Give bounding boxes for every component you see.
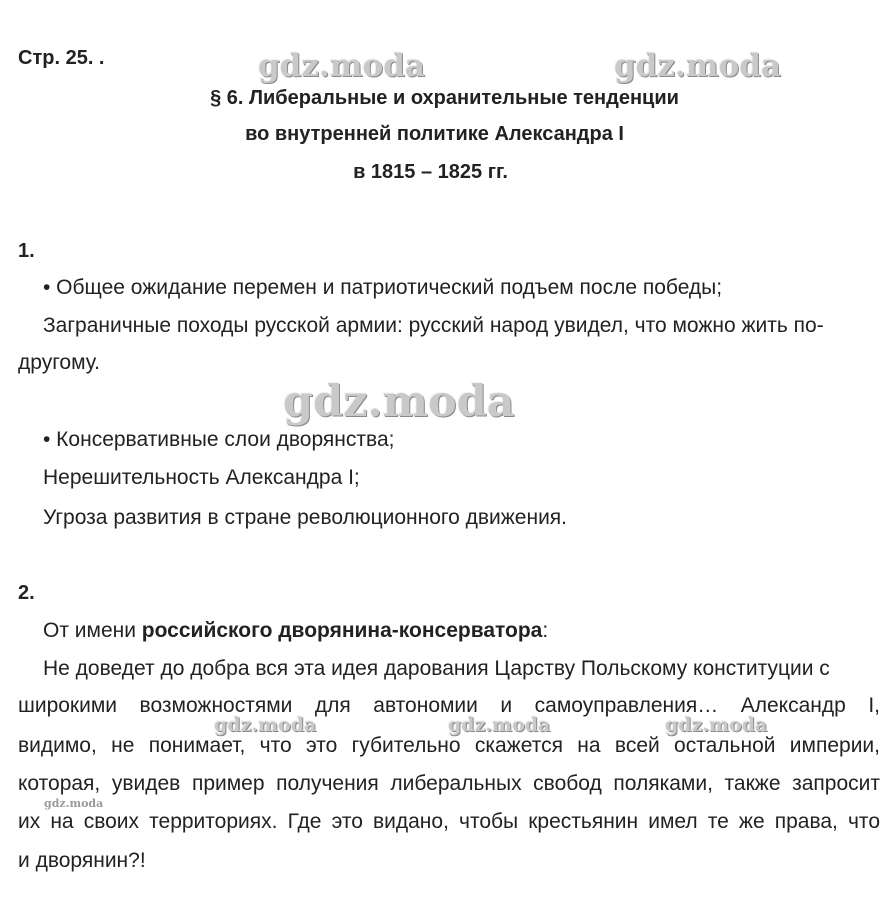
section-2-intro-prefix: От имени [43,619,142,642]
section-1-bullet-2: • Консервативные слои дворянства; [43,428,395,451]
section-2-intro-bold: российского дворянина-консерватора [141,619,543,642]
watermark-small-center: gdz.moda [448,714,551,736]
watermark-small-right: gdz.moda [665,714,768,736]
watermark-middle: gdz.moda [283,377,515,427]
heading-line-3: в 1815 – 1825 гг. [353,161,508,183]
heading-line-2: во внутренней политике Александра I [245,123,624,145]
section-2-intro-suffix: : [542,619,549,642]
watermark-small-left: gdz.moda [214,714,317,736]
section-1-para-5: Угроза развития в стране революционного движения. [43,506,568,529]
section-2-line-1: Не доведет до добра вся эта идея дарования Царству Польскому конституции с [43,657,830,680]
page-reference: Стр. 25. . [18,47,105,69]
section-2-number: 2. [18,582,35,604]
section-1-bullet-1: • Общее ожидание перемен и патриотический подъем после победы; [43,276,723,299]
section-2-intro [43,618,548,644]
watermark-tiny: gdz.moda [44,797,104,810]
section-2-line-6: и дворянин?! [18,849,146,872]
section-2-line-5: их на своих территориях. Где это видано, чтобы крестьянин имел те же права, что [18,810,880,833]
section-2-line-2: широкими возможностями для автономии и самоуправления… Александр I, [18,694,880,717]
watermark-top-right: gdz.moda [614,48,781,84]
heading-line-1: § 6. Либеральные и охранительные тенденции [210,87,679,109]
section-2-line-4: которая, увидев пример получения либеральных свобод поляками, также запросит [18,772,880,795]
watermark-top-left: gdz.moda [258,48,425,84]
section-2-line-3: видимо, не понимает, что это губительно скажется на всей остальной империи, [18,734,880,757]
section-1-para-2-line-2: другому. [18,351,100,374]
section-1-para-4: Нерешительность Александра I; [43,466,360,489]
section-1-para-2-line-1: Заграничные походы русской армии: русский народ увидел, что можно жить по- [43,314,824,337]
section-1-number: 1. [18,240,35,262]
